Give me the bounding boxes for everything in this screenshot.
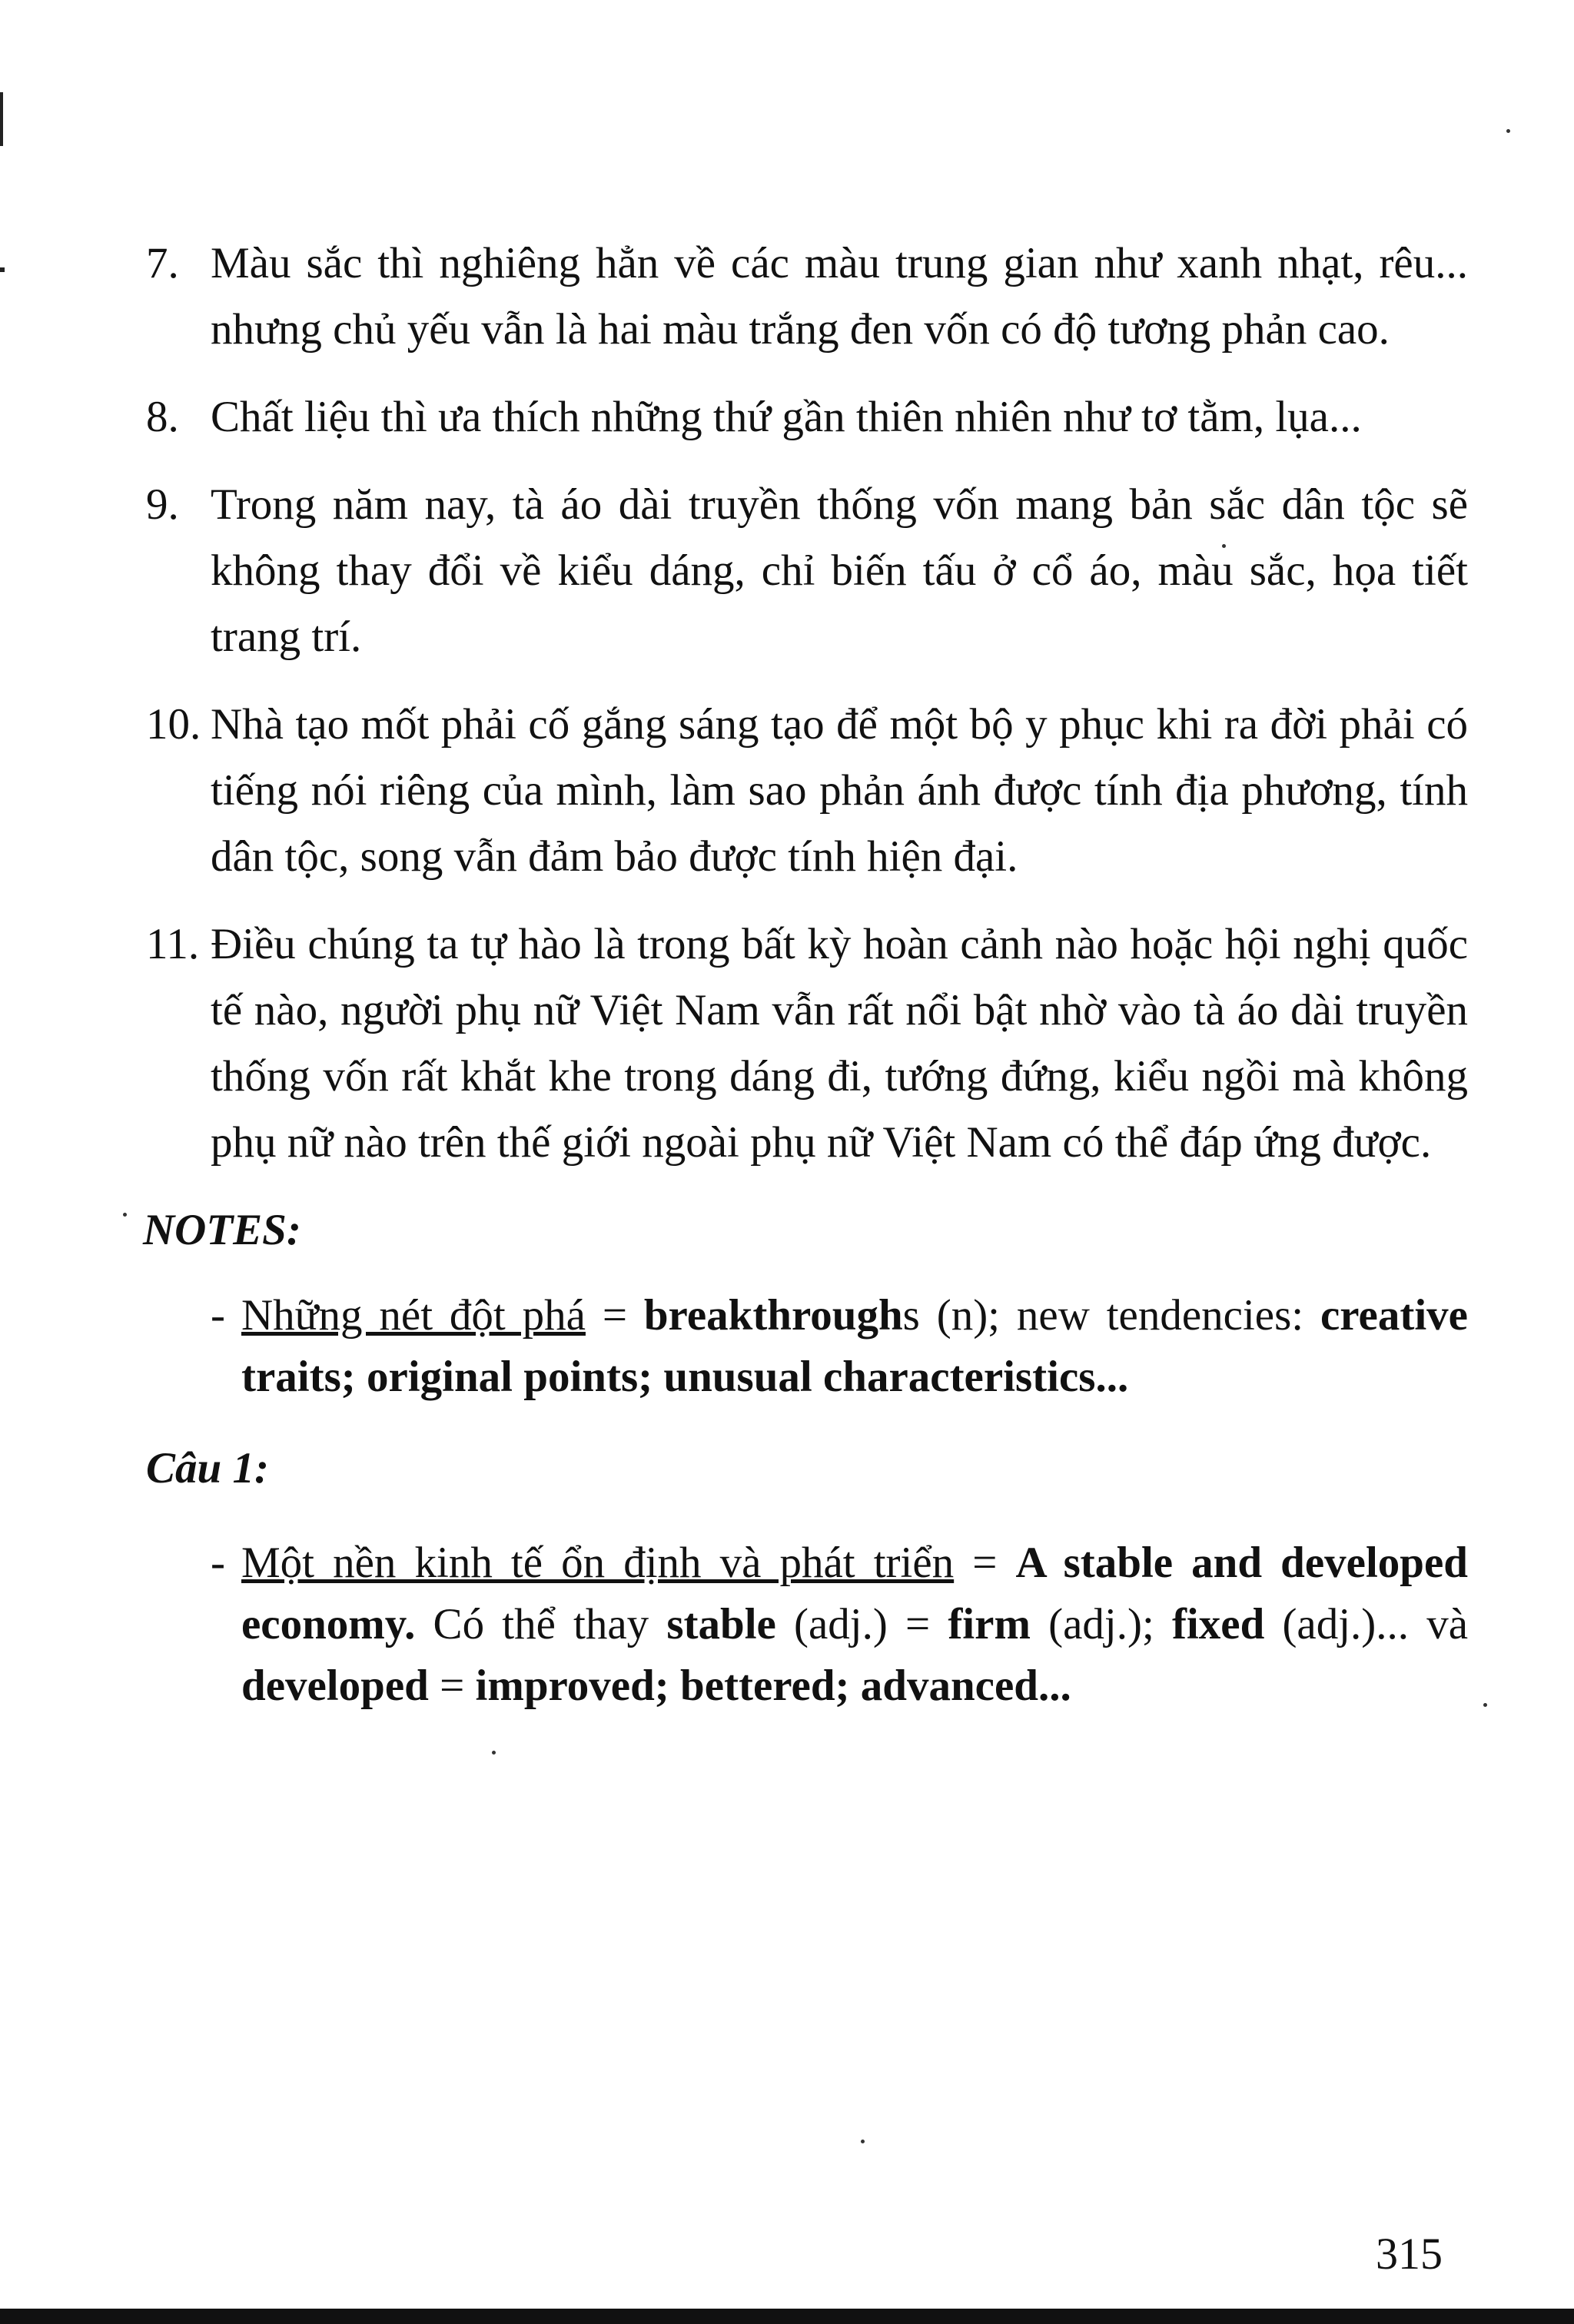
list-item <box>146 384 1468 450</box>
item-number: 8. <box>146 393 179 441</box>
item-text: Màu sắc thì nghiêng hẳn về các màu trung gian như xanh nhạt, rêu... nhưng chủ yếu vẫn là hai màu trắng đen vốn có độ tương phản cao. <box>211 239 1468 354</box>
scan-edge-mark <box>0 92 3 146</box>
question-dash: - <box>211 1539 225 1587</box>
page-number: 315 <box>1376 2229 1443 2279</box>
word-alternatives: improved; bettered; advanced... <box>475 1662 1071 1710</box>
word-firm: firm <box>948 1600 1031 1648</box>
question-text: Có thể thay <box>415 1600 667 1648</box>
scan-speck <box>1483 1703 1487 1707</box>
item-number: 10. <box>146 700 201 749</box>
question-entry <box>146 1532 1468 1717</box>
question-text: (adj.) = <box>775 1600 948 1648</box>
item-number: 7. <box>146 239 179 287</box>
note-term: Những nét đột phá <box>241 1291 586 1340</box>
scan-speck <box>492 1751 496 1755</box>
page-body <box>143 231 1469 1717</box>
item-number: 11. <box>146 920 200 968</box>
item-text: Chất liệu thì ưa thích những thứ gần thiên nhiên như tơ tằm, lụa... <box>211 393 1362 441</box>
list-item <box>146 472 1468 670</box>
note-entry <box>146 1285 1468 1408</box>
list-item <box>146 911 1468 1176</box>
question-equals: = <box>954 1539 1016 1587</box>
word-stable: stable <box>666 1600 776 1648</box>
word-fixed: fixed <box>1171 1600 1265 1648</box>
item-text: Trong năm nay, tà áo dài truyền thống vốn mang bản sắc dân tộc sẽ không thay đổi về kiểu dáng, chỉ biến tấu ở cổ áo, màu sắc, họa tiết trang trí. <box>211 480 1468 661</box>
scan-speck <box>861 2140 865 2143</box>
scan-speck <box>1506 129 1510 133</box>
question-text: = <box>428 1662 476 1710</box>
question-text: (adj.); <box>1030 1600 1172 1648</box>
list-item <box>146 231 1468 363</box>
question-term: Một nền kinh tế ổn định và phát triển <box>241 1539 955 1587</box>
list-item <box>146 692 1468 890</box>
scan-edge-mark <box>0 267 5 272</box>
question-text: (adj.)... và <box>1264 1600 1469 1648</box>
note-equals: = <box>585 1291 644 1340</box>
scan-speck <box>123 1213 127 1217</box>
note-main-suffix: s (n); new tendencies: <box>902 1291 1320 1340</box>
word-developed: developed <box>241 1662 429 1710</box>
item-number: 9. <box>146 480 179 529</box>
question-heading: Câu 1: <box>146 1444 269 1492</box>
question-translation: A stable and developed economy. <box>241 1539 1468 1648</box>
scan-bottom-edge <box>0 2309 1574 2324</box>
notes-heading: NOTES: <box>143 1206 301 1254</box>
note-dash: - <box>211 1291 225 1340</box>
item-text: Nhà tạo mốt phải cố gắng sáng tạo để một bộ y phục khi ra đời phải có tiếng nói riêng của mình, làm sao phản ánh được tính địa phương, tính dân tộc, song vẫn đảm bảo được tính hiện đại. <box>211 700 1468 881</box>
item-text: Điều chúng ta tự hào là trong bất kỳ hoàn cảnh nào hoặc hội nghị quốc tế nào, người phụ nữ Việt Nam vẫn rất nổi bật nhờ vào tà áo dài truyền thống vốn rất khắt khe trong dáng đi, tướng đứng, kiểu ngồi mà không phụ nữ nào trên thế giới ngoài phụ nữ Việt Nam có thể đáp ứng được. <box>211 920 1468 1167</box>
note-main-word: breakthrough <box>643 1291 903 1340</box>
note-alternatives: creative traits; original points; unusual characteristics... <box>241 1291 1468 1401</box>
